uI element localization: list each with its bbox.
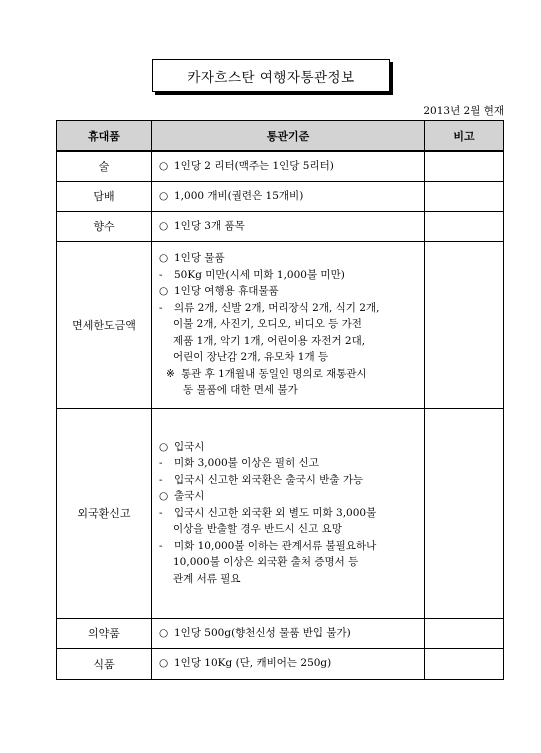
table-row: [57, 181, 504, 211]
table-row: [57, 151, 504, 181]
remarks-cell: [425, 241, 504, 408]
criteria-line: [159, 316, 421, 333]
criteria-line: [159, 283, 421, 300]
criteria-line: [159, 655, 421, 672]
criteria-text: 관계 서류 필요: [173, 572, 241, 585]
criteria-text: 동 물품에 대한 면세 불가: [183, 384, 298, 397]
criteria-line: [159, 349, 421, 366]
customs-table: [56, 120, 504, 680]
criteria-line: [159, 521, 421, 538]
customs-criteria: [152, 151, 425, 181]
criteria-text: 미화 3,000불 이상은 필히 신고: [174, 457, 319, 470]
criteria-text: 1인당 3개 품목: [174, 219, 245, 232]
criteria-line: [159, 250, 421, 267]
criteria-text: 입국시 신고한 외국환은 출국시 반출 가능: [174, 473, 364, 486]
item-name: 외국환신고: [57, 408, 152, 618]
criteria-line: [159, 333, 421, 350]
criteria-line: [159, 472, 421, 489]
date-note: 2013년 2월 현재: [423, 105, 504, 117]
dash-bullet-icon: -: [159, 301, 163, 314]
dash-bullet-icon: -: [159, 539, 163, 552]
customs-criteria: [152, 181, 425, 211]
criteria-text: 50Kg 미만(시세 미화 1,000불 미만): [174, 268, 345, 281]
table-row: [57, 648, 504, 679]
criteria-line: [159, 455, 421, 472]
criteria-text: 1인당 물품: [174, 252, 225, 265]
criteria-line: [159, 188, 421, 205]
criteria-text: 미화 10,000불 이하는 관계서류 불필요하나: [174, 539, 377, 552]
criteria-text: 1인당 10Kg (단, 캐비어는 250g): [174, 657, 332, 670]
criteria-text: 제품 1개, 악기 1개, 어린이용 자전거 2대,: [173, 334, 366, 347]
criteria-text: 1인당 500g(향천신성 물품 반입 불가): [174, 626, 351, 639]
customs-criteria: [152, 211, 425, 241]
criteria-text: 10,000불 이상은 외국환 출처 증명서 등: [173, 556, 359, 569]
customs-criteria: [152, 618, 425, 648]
table-header-row: [57, 121, 504, 152]
criteria-line: [159, 625, 421, 642]
criteria-text: 입국시 신고한 외국환 외 별도 미화 3,000불: [174, 506, 377, 519]
criteria-line: [159, 505, 421, 522]
remarks-cell: [425, 618, 504, 648]
remarks-cell: [425, 151, 504, 181]
criteria-text: 이상을 반출할 경우 반드시 신고 요망: [173, 523, 342, 536]
criteria-line: [159, 488, 421, 505]
criteria-text: 통관 후 1개월내 동일인 명의로 재통관시: [181, 367, 367, 380]
circle-bullet-icon: ○: [159, 490, 169, 503]
criteria-line: [159, 158, 421, 175]
criteria-text: 입국시: [174, 440, 205, 453]
dash-bullet-icon: -: [159, 457, 163, 470]
dash-bullet-icon: -: [159, 268, 163, 281]
criteria-line: [159, 267, 421, 284]
table-row: [57, 618, 504, 648]
table-body: [57, 151, 504, 679]
circle-bullet-icon: ○: [159, 440, 169, 453]
dash-bullet-icon: -: [159, 473, 163, 486]
reference-mark-icon: ※: [166, 367, 175, 380]
dash-bullet-icon: -: [159, 506, 163, 519]
customs-criteria: [152, 408, 425, 618]
remarks-cell: [425, 648, 504, 679]
circle-bullet-icon: ○: [159, 219, 169, 232]
customs-criteria: [152, 648, 425, 679]
column-header-item: 휴대품: [57, 121, 152, 152]
criteria-text: 출국시: [174, 490, 205, 503]
item-name: 의약품: [57, 618, 152, 648]
column-header-remarks: 비고: [425, 121, 504, 152]
document-title: 카자흐스탄 여행자통관정보: [152, 59, 390, 92]
item-name: 면세한도금액: [57, 241, 152, 408]
item-name: 향수: [57, 211, 152, 241]
criteria-line: [159, 366, 421, 383]
remarks-cell: [425, 181, 504, 211]
circle-bullet-icon: ○: [159, 657, 169, 670]
criteria-line: [159, 439, 421, 456]
item-name: 식품: [57, 648, 152, 679]
criteria-text: 이불 2개, 사진기, 오디오, 비디오 등 가전: [173, 318, 362, 331]
criteria-text: 의류 2개, 신발 2개, 머리장식 2개, 식기 2개,: [174, 301, 380, 314]
column-header-criteria: 통관기준: [152, 121, 425, 152]
criteria-line: [159, 554, 421, 571]
circle-bullet-icon: ○: [159, 285, 169, 298]
criteria-line: [159, 538, 421, 555]
remarks-cell: [425, 408, 504, 618]
item-name: 담배: [57, 181, 152, 211]
remarks-cell: [425, 211, 504, 241]
criteria-line: [159, 300, 421, 317]
circle-bullet-icon: ○: [159, 189, 169, 202]
table-row: [57, 211, 504, 241]
item-name: 술: [57, 151, 152, 181]
criteria-text: 1인당 여행용 휴대물품: [174, 285, 279, 298]
circle-bullet-icon: ○: [159, 252, 169, 265]
table-row: [57, 408, 504, 618]
customs-criteria: [152, 241, 425, 408]
criteria-text: 어린이 장난감 2개, 유모차 1개 등: [173, 351, 329, 364]
circle-bullet-icon: ○: [159, 160, 169, 172]
criteria-line: [159, 218, 421, 235]
criteria-line: [159, 571, 421, 588]
criteria-line: [159, 382, 421, 399]
criteria-text: 1인당 2 리터(맥주는 1인당 5리터): [174, 160, 334, 172]
circle-bullet-icon: ○: [159, 626, 169, 639]
table-row: [57, 241, 504, 408]
criteria-text: 1,000 개비(궐련은 15개비): [174, 189, 304, 202]
